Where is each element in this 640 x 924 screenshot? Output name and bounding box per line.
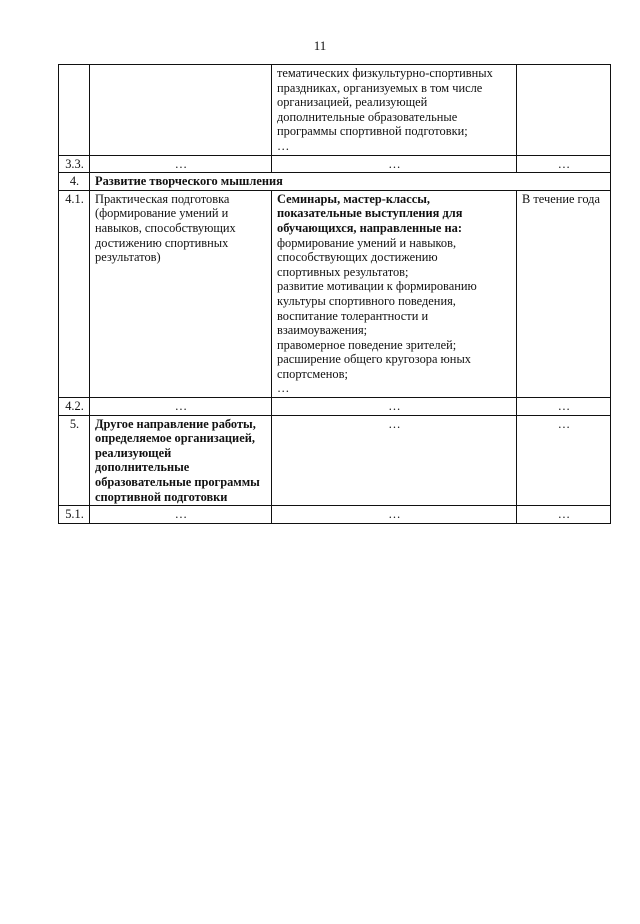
text-line: тематических физкультурно-спортивных [277, 66, 493, 80]
table-row-section-4 [59, 173, 611, 191]
text-line: (формирование умений и [95, 206, 229, 221]
cell-term: … [517, 506, 611, 524]
text-line: организацией, реализующей [277, 95, 428, 110]
table-row-continuation [59, 65, 611, 156]
cell-num: 3.3. [59, 155, 90, 173]
text-line: результатов) [95, 250, 161, 265]
text-line-bold: реализующей [95, 445, 172, 460]
cell-events: … [272, 506, 517, 524]
text-line: достижению спортивных [95, 235, 229, 250]
table-row-4-1 [59, 190, 611, 397]
table-row-3-3 [59, 155, 611, 173]
text-line: культуры спортивного поведения, [277, 293, 456, 308]
cell-term: … [517, 415, 611, 506]
cell-events: … [272, 415, 517, 506]
cell-num: 4.2. [59, 398, 90, 416]
page-number: 11 [313, 38, 327, 53]
text-line: способствующих достижению [277, 250, 438, 265]
cell-events: … [272, 398, 517, 416]
text-line-bold: образовательные программы [95, 475, 260, 490]
cell-direction [90, 415, 272, 506]
text-line-bold: обучающихся, направленные на: [277, 220, 462, 235]
cell-term: В течение года [517, 190, 611, 397]
cell-num: 5.1. [59, 506, 90, 524]
cell-num: 4. [59, 173, 90, 191]
cell-direction: … [90, 398, 272, 416]
cell-num [59, 65, 90, 156]
cell-num: 5. [59, 415, 90, 506]
text-line-bold: определяемое организацией, [95, 431, 255, 446]
text-line: праздниках, организуемых в том числе [277, 80, 483, 95]
text-line: навыков, способствующих [95, 220, 236, 235]
table-row-5-1 [59, 506, 611, 524]
text-line: дополнительные образовательные [277, 109, 458, 124]
cell-term [517, 65, 611, 156]
text-line: взаимоуважения; [277, 323, 368, 338]
table-row-section-5 [59, 415, 611, 506]
text-line: воспитание толерантности и [277, 308, 429, 323]
text-line: спортсменов; [277, 366, 348, 381]
text-line: программы спортивной подготовки; [277, 124, 468, 139]
text-line: формирование умений и навыков, [277, 235, 457, 250]
text-line: … [277, 138, 290, 153]
text-line-bold: Другое направление работы, [95, 416, 256, 431]
text-line: спортивных результатов; [277, 264, 409, 279]
text-line-bold: Семинары, мастер-классы, [277, 191, 430, 206]
cell-num: 4.1. [59, 190, 90, 397]
text-line-bold: показательные выступления для [277, 206, 463, 221]
cell-direction [90, 190, 272, 397]
text-line: … [277, 381, 290, 396]
cell-term: … [517, 398, 611, 416]
cell-term: … [517, 155, 611, 173]
cell-events [272, 190, 517, 397]
cell-direction [90, 65, 272, 156]
cell-direction: … [90, 155, 272, 173]
section-title: Развитие творческого мышления [90, 173, 611, 191]
cell-events: … [272, 155, 517, 173]
events-plan-table [58, 64, 611, 524]
text-line-bold: дополнительные [95, 460, 190, 475]
text-line: расширение общего кругозора юных [277, 352, 471, 367]
text-line: развитие мотивации к формированию [277, 279, 477, 294]
cell-events [272, 65, 517, 156]
text-line: правомерное поведение зрителей; [277, 337, 457, 352]
cell-direction: … [90, 506, 272, 524]
text-line-bold: спортивной подготовки [95, 489, 228, 504]
text-line: Практическая подготовка [95, 191, 230, 206]
table-row-4-2 [59, 398, 611, 416]
